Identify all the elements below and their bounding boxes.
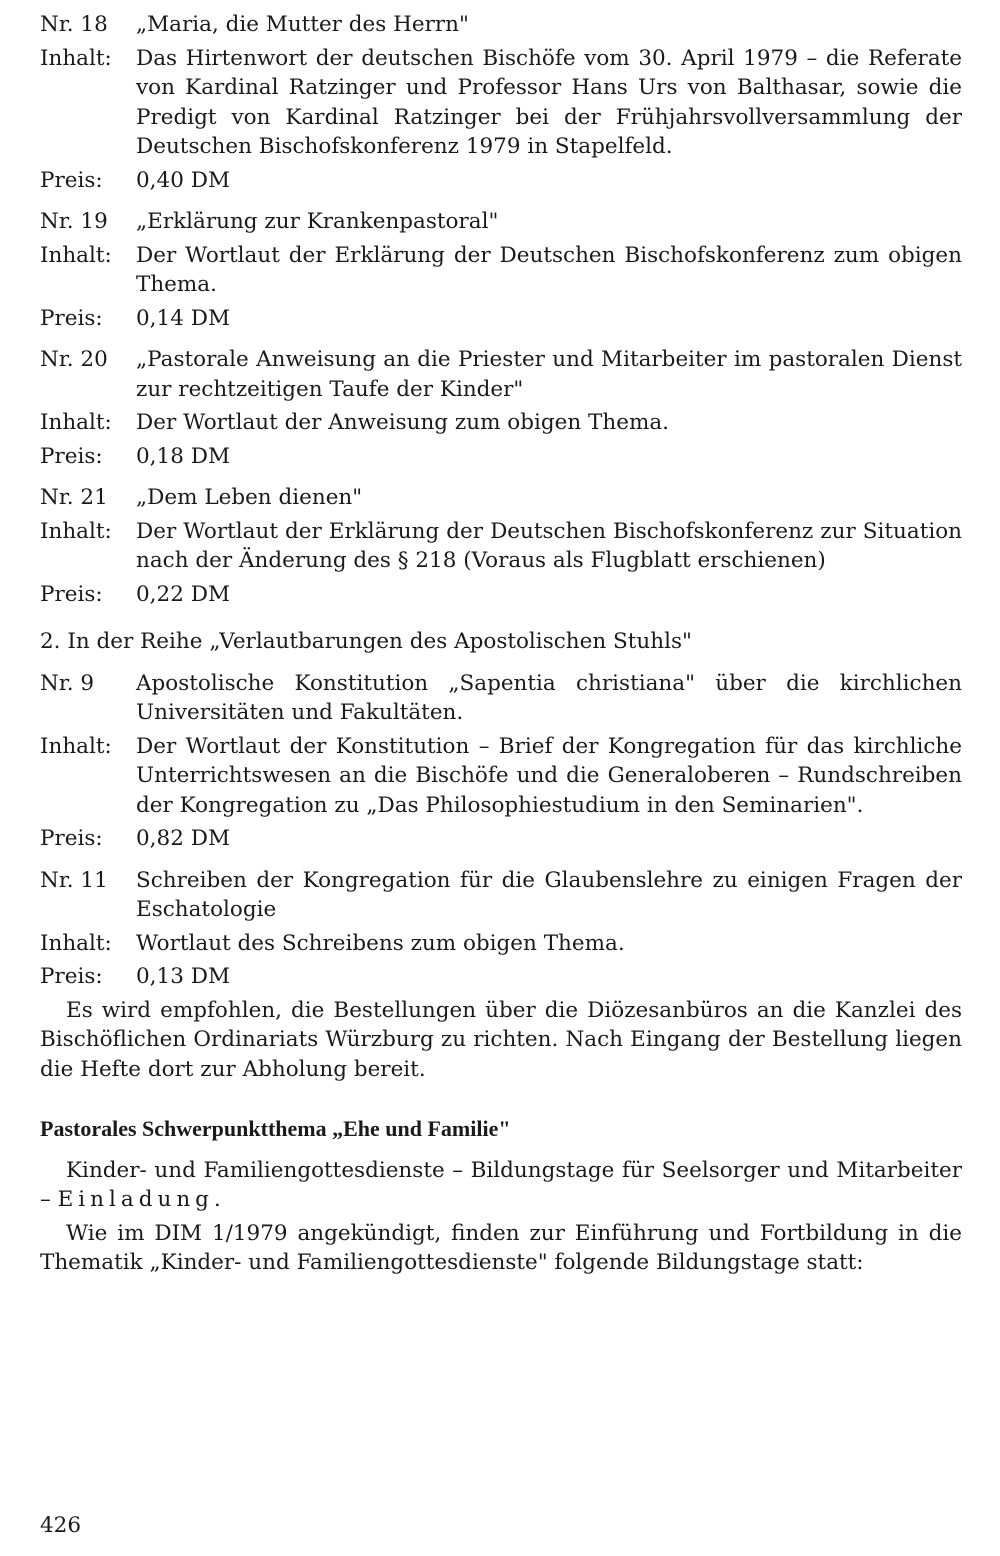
section-intro: [40, 1156, 962, 1215]
entry-content: Der Wortlaut der Anweisung zum obigen Thema.: [136, 410, 669, 435]
publication-entry-11: [40, 866, 962, 992]
publication-entry-21: [40, 483, 962, 609]
entry-number: Nr. 18: [40, 12, 108, 37]
inhalt-label: Inhalt:: [40, 410, 112, 435]
preis-label: Preis:: [40, 581, 103, 607]
publication-entry-19: [40, 207, 962, 333]
page-number: 426: [40, 1513, 82, 1538]
invitation-word: Einladung.: [57, 1187, 226, 1212]
entry-content: Der Wortlaut der Konstitution – Brief der Kongregation für das kirchliche Unterrichtswesen an die Bischöfe und die Generaloberen – Rundschreiben der Kongregation zu „Das Philosophiestudium in den Seminarien".: [136, 733, 962, 818]
entry-number: Nr. 20: [40, 347, 108, 372]
series-heading: 2. In der Reihe „Verlautbarungen des Apostolischen Stuhls": [40, 629, 692, 654]
inhalt-label: Inhalt:: [40, 45, 112, 71]
entry-content: Der Wortlaut der Erklärung der Deutschen Bischofskonferenz zum obigen Thema.: [136, 242, 962, 297]
publication-entry-18: [40, 10, 962, 195]
entry-title: Schreiben der Kongregation für die Glaubenslehre zu einigen Fragen der Eschatologie: [136, 867, 962, 922]
section-title: Pastorales Schwerpunktthema „Ehe und Familie": [40, 1116, 511, 1141]
entry-title: „Pastorale Anweisung an die Priester und Mitarbeiter im pastoralen Dienst zur rechtzeitigen Taufe der Kinder": [136, 347, 962, 402]
entry-number: Nr. 19: [40, 209, 108, 234]
preis-label: Preis:: [40, 167, 103, 193]
preis-label: Preis:: [40, 964, 103, 989]
entry-title: „Maria, die Mutter des Herrn": [136, 12, 469, 37]
preis-label: Preis:: [40, 826, 103, 851]
publication-entry-9: [40, 669, 962, 854]
entry-content: Wortlaut des Schreibens zum obigen Thema.: [136, 930, 625, 956]
entry-price: 0,14 DM: [136, 305, 230, 331]
preis-label: Preis:: [40, 305, 103, 331]
order-note: Es wird empfohlen, die Bestellungen über die Diözesanbüros an die Kanzlei des Bischöflichen Ordinariats Würzburg zu richten. Nach Eingang der Bestellung liegen die Hefte dort zur Abholung bereit.: [40, 997, 962, 1082]
entry-price: 0,18 DM: [136, 443, 230, 469]
inhalt-label: Inhalt:: [40, 930, 112, 956]
preis-label: Preis:: [40, 443, 103, 469]
entry-title: „Erklärung zur Krankenpastoral": [136, 209, 499, 234]
entry-price: 0,40 DM: [136, 167, 230, 193]
entry-number: Nr. 21: [40, 485, 108, 510]
entry-price: 0,82 DM: [136, 826, 230, 851]
entry-price: 0,22 DM: [136, 581, 230, 607]
inhalt-label: Inhalt:: [40, 242, 112, 268]
publication-entry-20: [40, 345, 962, 471]
entry-number: Nr. 9: [40, 670, 95, 696]
inhalt-label: Inhalt:: [40, 733, 112, 759]
section-paragraph: Wie im DIM 1/1979 angekündigt, finden zur Einführung und Fortbildung in die Thematik „Kinder- und Familiengottesdienste" folgende Bildungstage statt:: [40, 1220, 962, 1275]
entry-title: Apostolische Konstitution „Sapentia christiana" über die kirchlichen Universitäten und Fakultäten.: [136, 670, 962, 725]
section-intro-text: Kinder- und Familiengottesdienste – Bildungstage für Seelsorger und Mitarbeiter –: [40, 1157, 962, 1212]
inhalt-label: Inhalt:: [40, 518, 112, 544]
entry-title: „Dem Leben dienen": [136, 485, 363, 510]
entry-content: Das Hirtenwort der deutschen Bischöfe vom 30. April 1979 – die Referate von Kardinal Ratzinger und Professor Hans Urs von Balthasar, sowie die Predigt von Kardinal Ratzinger bei der Frühjahrsvollversammlung der Deutschen Bischofskonferenz 1979 in Stapelfeld.: [136, 45, 962, 159]
document-page: [40, 10, 962, 1282]
entry-content: Der Wortlaut der Erklärung der Deutschen Bischofskonferenz zur Situation nach der Änderung des § 218 (Voraus als Flugblatt erschienen): [136, 518, 962, 573]
entry-price: 0,13 DM: [136, 964, 230, 989]
entry-number: Nr. 11: [40, 867, 108, 893]
